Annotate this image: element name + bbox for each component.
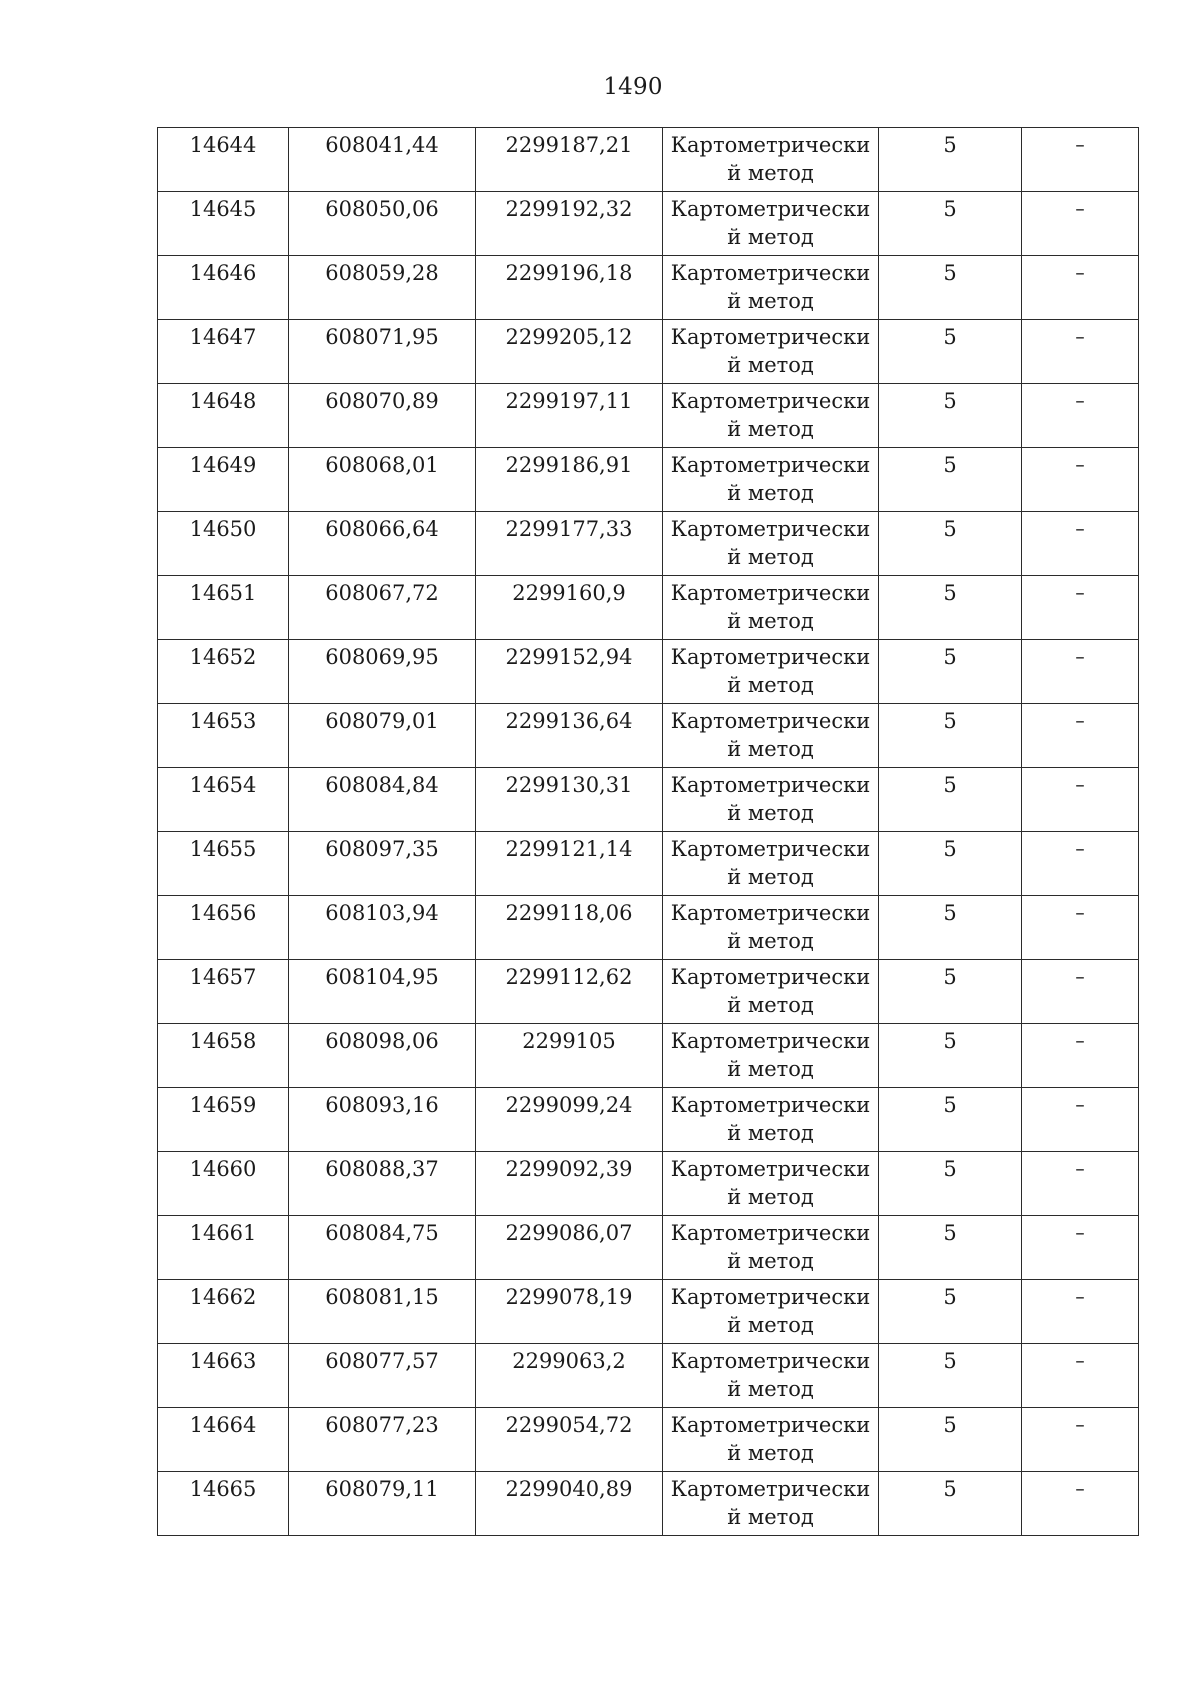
point-number-cell-text: 14648 [189,389,257,413]
method-cell [663,640,879,704]
accuracy-cell [879,576,1022,640]
point-number-cell [158,384,289,448]
accuracy-cell [879,768,1022,832]
y-coordinate-cell-text: 2299130,31 [505,773,633,797]
table-row [158,640,1139,704]
point-number-cell [158,896,289,960]
method-cell [663,960,879,1024]
table-row [158,320,1139,384]
x-coordinate-cell-text: 608093,16 [325,1093,439,1117]
point-number-cell [158,832,289,896]
note-cell [1022,1088,1139,1152]
x-coordinate-cell-text: 608050,06 [325,197,439,221]
note-cell [1022,256,1139,320]
y-coordinate-cell-text: 2299040,89 [505,1477,633,1501]
note-cell-text: – [1075,1094,1085,1116]
accuracy-cell [879,448,1022,512]
x-coordinate-cell-text: 608081,15 [325,1285,439,1309]
table-row [158,576,1139,640]
table-row [158,768,1139,832]
method-cell [663,896,879,960]
note-cell-text: – [1075,966,1085,988]
point-number-cell [158,960,289,1024]
method-cell [663,128,879,192]
y-coordinate-cell-text: 2299152,94 [505,645,633,669]
method-cell-text: Картометрически й метод [670,261,871,313]
y-coordinate-cell [476,896,663,960]
x-coordinate-cell [289,640,476,704]
note-cell [1022,640,1139,704]
point-number-cell-text: 14645 [189,197,257,221]
note-cell [1022,576,1139,640]
note-cell-text: – [1075,838,1085,860]
x-coordinate-cell [289,512,476,576]
note-cell-text: – [1075,390,1085,412]
method-cell [663,1088,879,1152]
method-cell [663,832,879,896]
note-cell [1022,448,1139,512]
y-coordinate-cell-text: 2299160,9 [512,581,626,605]
accuracy-cell [879,1280,1022,1344]
accuracy-cell [879,896,1022,960]
note-cell-text: – [1075,1286,1085,1308]
method-cell-text: Картометрически й метод [670,389,871,441]
x-coordinate-cell [289,960,476,1024]
note-cell-text: – [1075,198,1085,220]
point-number-cell [158,1408,289,1472]
x-coordinate-cell [289,1152,476,1216]
point-number-cell-text: 14654 [189,773,257,797]
accuracy-cell-text: 5 [943,1413,957,1437]
y-coordinate-cell [476,640,663,704]
y-coordinate-cell-text: 2299063,2 [512,1349,626,1373]
y-coordinate-cell-text: 2299121,14 [505,837,633,861]
accuracy-cell [879,128,1022,192]
note-cell-text: – [1075,902,1085,924]
accuracy-cell [879,960,1022,1024]
x-coordinate-cell [289,1216,476,1280]
y-coordinate-cell-text: 2299192,32 [505,197,633,221]
y-coordinate-cell [476,1216,663,1280]
point-number-cell [158,448,289,512]
y-coordinate-cell [476,320,663,384]
note-cell [1022,768,1139,832]
note-cell-text: – [1075,582,1085,604]
y-coordinate-cell [476,256,663,320]
note-cell-text: – [1075,1414,1085,1436]
x-coordinate-cell-text: 608097,35 [325,837,439,861]
note-cell [1022,1344,1139,1408]
point-number-cell-text: 14653 [189,709,257,733]
point-number-cell-text: 14652 [189,645,257,669]
x-coordinate-cell [289,704,476,768]
note-cell [1022,1152,1139,1216]
method-cell [663,448,879,512]
method-cell [663,1024,879,1088]
accuracy-cell [879,192,1022,256]
method-cell-text: Картометрически й метод [670,1093,871,1145]
method-cell-text: Картометрически й метод [670,901,871,953]
point-number-cell [158,576,289,640]
method-cell-text: Картометрически й метод [670,197,871,249]
point-number-cell [158,1280,289,1344]
y-coordinate-cell [476,1152,663,1216]
note-cell-text: – [1075,1030,1085,1052]
point-number-cell [158,320,289,384]
table-row [158,1152,1139,1216]
accuracy-cell-text: 5 [943,581,957,605]
table-row [158,448,1139,512]
y-coordinate-cell [476,448,663,512]
accuracy-cell-text: 5 [943,1349,957,1373]
y-coordinate-cell-text: 2299196,18 [505,261,633,285]
point-number-cell-text: 14657 [189,965,257,989]
accuracy-cell [879,320,1022,384]
point-number-cell-text: 14658 [189,1029,257,1053]
x-coordinate-cell-text: 608088,37 [325,1157,439,1181]
y-coordinate-cell [476,128,663,192]
note-cell-text: – [1075,710,1085,732]
table-row [158,1216,1139,1280]
table-row [158,1408,1139,1472]
point-number-cell [158,704,289,768]
x-coordinate-cell [289,320,476,384]
y-coordinate-cell-text: 2299054,72 [505,1413,633,1437]
point-number-cell-text: 14651 [189,581,257,605]
x-coordinate-cell-text: 608070,89 [325,389,439,413]
note-cell [1022,384,1139,448]
note-cell-text: – [1075,1350,1085,1372]
note-cell [1022,896,1139,960]
note-cell-text: – [1075,774,1085,796]
x-coordinate-cell [289,768,476,832]
table-row [158,192,1139,256]
point-number-cell [158,768,289,832]
x-coordinate-cell [289,128,476,192]
point-number-cell-text: 14661 [189,1221,257,1245]
x-coordinate-cell-text: 608079,01 [325,709,439,733]
method-cell-text: Картометрически й метод [670,453,871,505]
x-coordinate-cell-text: 608084,84 [325,773,439,797]
method-cell-text: Картометрически й метод [670,773,871,825]
table-row [158,1088,1139,1152]
table-row [158,896,1139,960]
note-cell [1022,512,1139,576]
method-cell [663,576,879,640]
y-coordinate-cell [476,768,663,832]
x-coordinate-cell-text: 608098,06 [325,1029,439,1053]
accuracy-cell [879,256,1022,320]
point-number-cell [158,1152,289,1216]
method-cell-text: Картометрически й метод [670,133,871,185]
table-row [158,256,1139,320]
y-coordinate-cell-text: 2299186,91 [505,453,633,477]
accuracy-cell-text: 5 [943,1029,957,1053]
method-cell [663,256,879,320]
note-cell [1022,1408,1139,1472]
x-coordinate-cell [289,1408,476,1472]
y-coordinate-cell-text: 2299136,64 [505,709,633,733]
x-coordinate-cell-text: 608059,28 [325,261,439,285]
point-number-cell-text: 14662 [189,1285,257,1309]
y-coordinate-cell [476,1408,663,1472]
x-coordinate-cell-text: 608071,95 [325,325,439,349]
x-coordinate-cell [289,896,476,960]
table-row [158,1024,1139,1088]
x-coordinate-cell [289,1024,476,1088]
note-cell [1022,960,1139,1024]
method-cell-text: Картометрически й метод [670,1349,871,1401]
method-cell-text: Картометрически й метод [670,837,871,889]
x-coordinate-cell-text: 608077,23 [325,1413,439,1437]
x-coordinate-cell [289,832,476,896]
accuracy-cell-text: 5 [943,645,957,669]
method-cell [663,1472,879,1536]
note-cell [1022,1280,1139,1344]
x-coordinate-cell [289,192,476,256]
x-coordinate-cell-text: 608079,11 [325,1477,439,1501]
method-cell [663,704,879,768]
note-cell [1022,128,1139,192]
note-cell-text: – [1075,454,1085,476]
method-cell-text: Картометрически й метод [670,1477,871,1529]
y-coordinate-cell-text: 2299086,07 [505,1221,633,1245]
table-row [158,128,1139,192]
point-number-cell-text: 14664 [189,1413,257,1437]
accuracy-cell-text: 5 [943,517,957,541]
accuracy-cell [879,1024,1022,1088]
accuracy-cell-text: 5 [943,901,957,925]
accuracy-cell-text: 5 [943,389,957,413]
point-number-cell-text: 14646 [189,261,257,285]
accuracy-cell-text: 5 [943,1093,957,1117]
table-row [158,1344,1139,1408]
point-number-cell [158,1216,289,1280]
note-cell [1022,1024,1139,1088]
method-cell-text: Картометрически й метод [670,1285,871,1337]
y-coordinate-cell [476,1344,663,1408]
accuracy-cell-text: 5 [943,965,957,989]
x-coordinate-cell-text: 608084,75 [325,1221,439,1245]
page-number: 1490 [603,74,663,100]
note-cell [1022,192,1139,256]
point-number-cell-text: 14647 [189,325,257,349]
y-coordinate-cell [476,512,663,576]
method-cell-text: Картометрически й метод [670,325,871,377]
table-row [158,1472,1139,1536]
method-cell [663,768,879,832]
y-coordinate-cell [476,576,663,640]
y-coordinate-cell [476,832,663,896]
x-coordinate-cell [289,1280,476,1344]
x-coordinate-cell-text: 608103,94 [325,901,439,925]
y-coordinate-cell [476,192,663,256]
y-coordinate-cell-text: 2299177,33 [505,517,633,541]
x-coordinate-cell-text: 608077,57 [325,1349,439,1373]
method-cell [663,320,879,384]
method-cell [663,1280,879,1344]
x-coordinate-cell-text: 608069,95 [325,645,439,669]
accuracy-cell-text: 5 [943,709,957,733]
method-cell [663,192,879,256]
method-cell [663,1152,879,1216]
y-coordinate-cell-text: 2299105 [522,1029,616,1053]
note-cell-text: – [1075,134,1085,156]
x-coordinate-cell-text: 608066,64 [325,517,439,541]
point-number-cell-text: 14660 [189,1157,257,1181]
method-cell [663,1408,879,1472]
coordinates-table [157,127,1139,1536]
accuracy-cell [879,384,1022,448]
accuracy-cell-text: 5 [943,453,957,477]
method-cell-text: Картометрически й метод [670,517,871,569]
point-number-cell-text: 14655 [189,837,257,861]
accuracy-cell [879,1344,1022,1408]
y-coordinate-cell-text: 2299078,19 [505,1285,633,1309]
accuracy-cell-text: 5 [943,1221,957,1245]
method-cell-text: Картометрически й метод [670,1221,871,1273]
accuracy-cell [879,1152,1022,1216]
point-number-cell [158,512,289,576]
y-coordinate-cell-text: 2299099,24 [505,1093,633,1117]
accuracy-cell-text: 5 [943,261,957,285]
x-coordinate-cell [289,1344,476,1408]
accuracy-cell-text: 5 [943,773,957,797]
note-cell-text: – [1075,518,1085,540]
method-cell-text: Картометрически й метод [670,581,871,633]
accuracy-cell [879,704,1022,768]
accuracy-cell [879,1472,1022,1536]
x-coordinate-cell [289,1472,476,1536]
point-number-cell-text: 14656 [189,901,257,925]
y-coordinate-cell [476,1280,663,1344]
note-cell-text: – [1075,646,1085,668]
accuracy-cell-text: 5 [943,1285,957,1309]
accuracy-cell [879,1408,1022,1472]
x-coordinate-cell-text: 608067,72 [325,581,439,605]
method-cell-text: Картометрически й метод [670,1413,871,1465]
method-cell [663,1216,879,1280]
y-coordinate-cell [476,960,663,1024]
table-body [158,128,1139,1536]
x-coordinate-cell-text: 608068,01 [325,453,439,477]
table-row [158,384,1139,448]
accuracy-cell [879,1216,1022,1280]
point-number-cell [158,1024,289,1088]
accuracy-cell-text: 5 [943,133,957,157]
x-coordinate-cell-text: 608041,44 [325,133,439,157]
note-cell-text: – [1075,1478,1085,1500]
y-coordinate-cell [476,1472,663,1536]
point-number-cell [158,1344,289,1408]
y-coordinate-cell-text: 2299112,62 [505,965,633,989]
note-cell [1022,320,1139,384]
point-number-cell [158,256,289,320]
point-number-cell-text: 14663 [189,1349,257,1373]
x-coordinate-cell [289,256,476,320]
y-coordinate-cell-text: 2299205,12 [505,325,633,349]
note-cell-text: – [1075,1158,1085,1180]
accuracy-cell [879,832,1022,896]
table-row [158,1280,1139,1344]
method-cell [663,1344,879,1408]
table-row [158,832,1139,896]
method-cell-text: Картометрически й метод [670,645,871,697]
x-coordinate-cell [289,1088,476,1152]
x-coordinate-cell [289,384,476,448]
note-cell [1022,1216,1139,1280]
point-number-cell-text: 14644 [189,133,257,157]
accuracy-cell-text: 5 [943,325,957,349]
accuracy-cell-text: 5 [943,1157,957,1181]
point-number-cell [158,192,289,256]
point-number-cell [158,128,289,192]
point-number-cell [158,640,289,704]
y-coordinate-cell-text: 2299197,11 [505,389,633,413]
accuracy-cell-text: 5 [943,197,957,221]
note-cell-text: – [1075,1222,1085,1244]
table-row [158,704,1139,768]
note-cell [1022,832,1139,896]
note-cell-text: – [1075,326,1085,348]
method-cell-text: Картометрически й метод [670,1157,871,1209]
note-cell [1022,704,1139,768]
method-cell-text: Картометрически й метод [670,1029,871,1081]
method-cell [663,384,879,448]
accuracy-cell [879,512,1022,576]
y-coordinate-cell [476,704,663,768]
point-number-cell-text: 14650 [189,517,257,541]
x-coordinate-cell [289,448,476,512]
method-cell-text: Картометрически й метод [670,709,871,761]
point-number-cell-text: 14659 [189,1093,257,1117]
method-cell [663,512,879,576]
x-coordinate-cell [289,576,476,640]
y-coordinate-cell [476,1024,663,1088]
table-row [158,960,1139,1024]
point-number-cell-text: 14665 [189,1477,257,1501]
note-cell [1022,1472,1139,1536]
y-coordinate-cell-text: 2299092,39 [505,1157,633,1181]
accuracy-cell-text: 5 [943,1477,957,1501]
point-number-cell [158,1088,289,1152]
point-number-cell [158,1472,289,1536]
note-cell-text: – [1075,262,1085,284]
accuracy-cell [879,640,1022,704]
y-coordinate-cell [476,1088,663,1152]
y-coordinate-cell [476,384,663,448]
y-coordinate-cell-text: 2299187,21 [505,133,633,157]
method-cell-text: Картометрически й метод [670,965,871,1017]
x-coordinate-cell-text: 608104,95 [325,965,439,989]
accuracy-cell [879,1088,1022,1152]
table-row [158,512,1139,576]
point-number-cell-text: 14649 [189,453,257,477]
accuracy-cell-text: 5 [943,837,957,861]
y-coordinate-cell-text: 2299118,06 [505,901,633,925]
